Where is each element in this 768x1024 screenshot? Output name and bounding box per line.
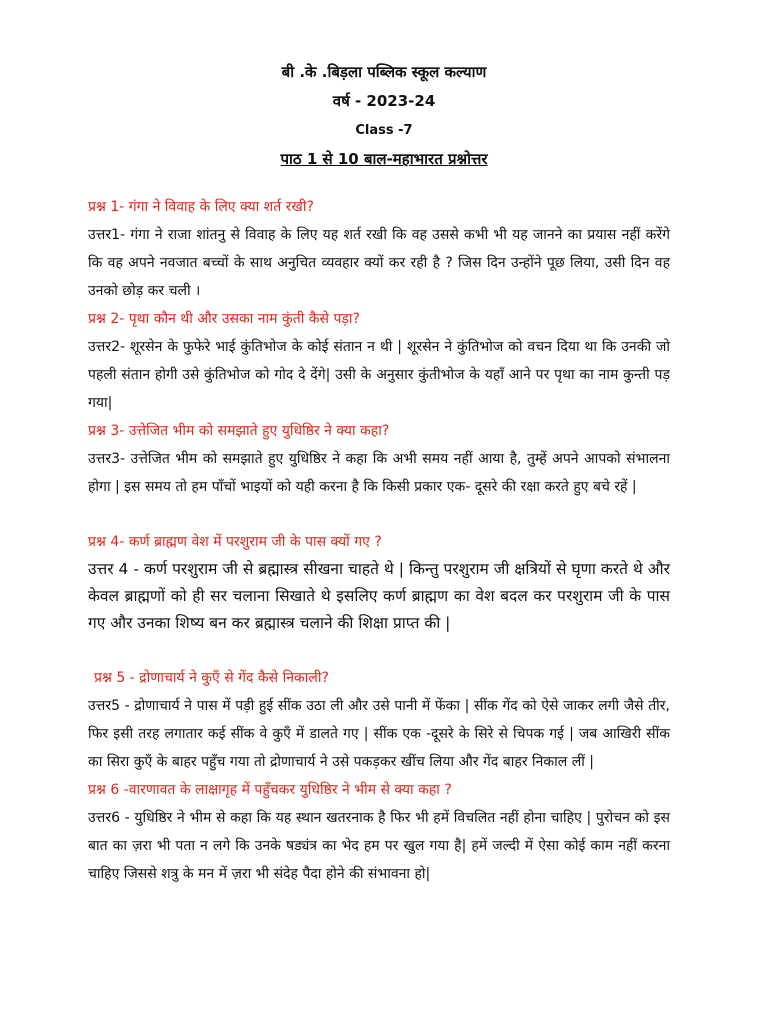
question-2: प्रश्न 2- पृथा कौन थी और उसका नाम कुंती कैसे पड़ा? [88,311,360,327]
academic-year: वर्ष - 2023-24 [332,92,436,110]
class-label: Class -7 [355,123,413,138]
school-name: बी .के .बिड़ला पब्लिक स्कूल कल्याण [281,63,487,81]
spacer [88,501,670,528]
question-3: प्रश्न 3- उत्तेजित भीम को समझाते हुए युधिष्ठिर ने क्या कहा? [88,423,390,439]
document-header [0,58,768,174]
answer-4: उत्तर 4 - कर्ण परशुराम जी से ब्रह्मास्त्र सीखना चाहते थे | किन्तु परशुराम जी क्षत्रियों से घृणा करते थे और केवल ब्राह्मणों को ही सर चलाना सिखाते थे इसलिए कर्ण ब्राह्मण का वेश बदल कर परशुराम जी के पास गए और उनका शिष्य बन कर ब्रह्मास्त्र चलाने की शिक्षा प्राप्त की | [88,560,670,632]
qa-list [88,193,670,888]
question-6: प्रश्न 6 -वारणावत के लाक्षागृह में पहुँचकर युधिष्ठिर ने भीम से क्या कहा ? [88,782,452,798]
spacer [88,637,670,664]
answer-2: उत्तर2- शूरसेन के फुफेरे भाई कुंतिभोज के कोई संतान न थी | शूरसेन ने कुंतिभोज को वचन दिया था कि उनकी जो पहली संतान होगी उसे कुंतिभोज को गोद दे देंगे| उसी के अनुसार कुंतीभोज के यहाँ आने पर पृथा का नाम कुन्ती पड़ गया| [88,339,670,411]
answer-1: उत्तर1- गंगा ने राजा शांतनु से विवाह के लिए यह शर्त रखी कि वह उससे कभी भी यह जानने का प्रयास नहीं करेंगे कि वह अपने नवजात बच्चों के साथ अनुचित व्यवहार क्यों कर रही है ? जिस दिन उन्होंने पूछ लिया, उसी दिन वह उनको छोड़ कर चली । [88,227,670,299]
answer-5: उत्तर5 - द्रोणाचार्य ने पास में पड़ी हुई सींक उठा ली और उसे पानी में फेंका | सींक गेंद को ऐसे जाकर लगी जैसे तीर, फिर इसी तरह लगातार कई सींक वे कुएँ में डालते गए | सींक एक -दूसरे के सिरे से चिपक गई | जब आखिरी सींक का सिरा कुएँ के बाहर पहुँच गया तो द्रोणाचार्य ने उसे पकड़कर खींच लिया और गेंद बाहर निकाल लीं | [88,698,670,770]
chapter-title: पाठ 1 से 10 बाल-महाभारत प्रश्नोत्तर [280,150,488,168]
question-4: प्रश्न 4- कर्ण ब्राह्मण वेश में परशुराम जी के पास क्यों गए ? [88,534,382,550]
answer-3: उत्तर3- उत्तेजित भीम को समझाते हुए युधिष्ठिर ने कहा कि अभी समय नहीं आया है, तुम्हें अपने आपको संभालना होगा | इस समय तो हम पाँचों भाइयों को यही करना है कि किसी प्रकार एक- दूसरे की रक्षा करते हुए बचे रहें | [88,451,670,495]
answer-6: उत्तर6 - युधिष्ठिर ने भीम से कहा कि यह स्थान खतरनाक है फिर भी हमें विचलित नहीं होना चाहिए | पुरोचन को इस बात का ज़रा भी पता न लगे कि उनके षड्यंत्र का भेद हम पर खुल गया है| हमें जल्दी में ऐसा कोई काम नहीं करना चाहिए जिससे शत्रु के मन में ज़रा भी संदेह पैदा होने की संभावना हो| [88,810,670,882]
question-5: प्रश्न 5 - द्रोणाचार्य ने कुएँ से गेंद कैसे निकाली? [94,670,329,686]
question-1: प्रश्न 1- गंगा ने विवाह के लिए क्या शर्त रखी? [88,199,314,215]
